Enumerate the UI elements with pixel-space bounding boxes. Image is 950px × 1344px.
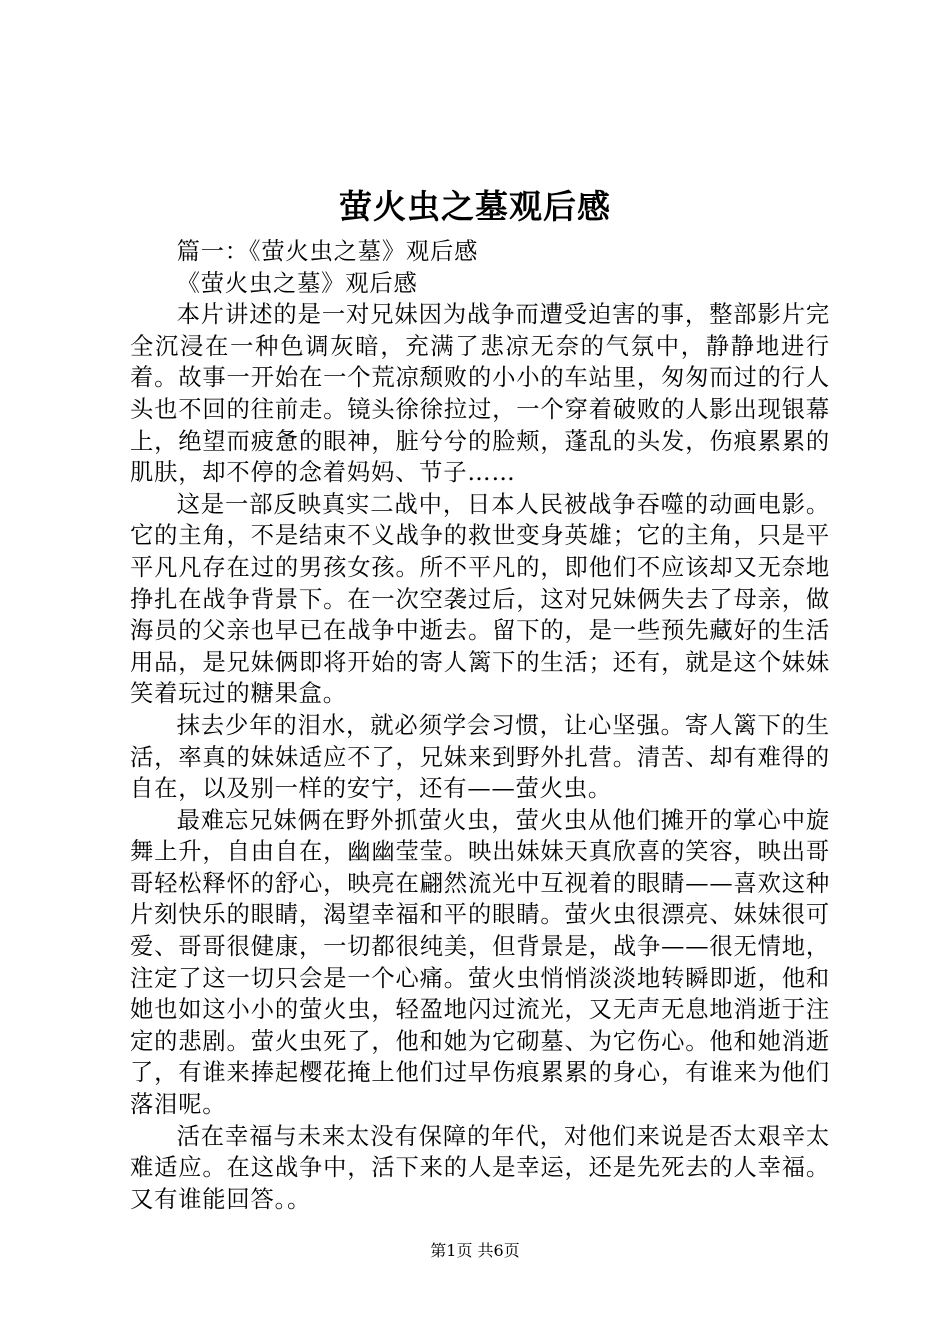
subtitle-line: 《萤火虫之墓》观后感 — [176, 269, 418, 297]
body-paragraph: 抹去少年的泪水，就必须学会习惯，让心坚强。寄人篱下的生活，率真的妹妹适应不了，兄妹来到野外扎营。清苦、却有难得的自在，以及别一样的安宁，还有——萤火虫。 — [130, 711, 830, 803]
body-paragraph: 活在幸福与未来太没有保障的年代，对他们来说是否太艰辛太难适应。在这战争中，活下来的人是幸运，还是先死去的人幸福。又有谁能回答。。 — [130, 1122, 830, 1213]
body-paragraph: 本片讲述的是一对兄妹因为战争而遭受迫害的事，整部影片完全沉浸在一种色调灰暗，充满了悲凉无奈的气氛中，静静地进行着。故事一开始在一个荒凉颓败的小小的车站里，匆匆而过的行人头也不回的往前走。镜头徐徐拉过，一个穿着破败的人影出现银幕上，绝望而疲惫的眼神，脏兮兮的脸颊，蓬乱的头发，伤痕累累的肌肤，却不停的念着妈妈、节子…… — [130, 301, 830, 487]
section-heading: 篇一：《萤火虫之墓》观后感 — [176, 238, 479, 265]
body-paragraph: 最难忘兄妹俩在野外抓萤火虫，萤火虫从他们摊开的掌心中旋舞上升，自由自在，幽幽莹莹。映出妹妹天真欣喜的笑容，映出哥哥轻松释怀的舒心，映亮在翩然流光中互视着的眼睛——喜欢这种片刻快乐的眼睛，渴望幸福和平的眼睛。萤火虫很漂亮、妹妹很可爱、哥哥很健康，一切都很纯美，但背景是，战争——很无情地，注定了这一切只会是一个心痛。萤火虫悄悄淡淡地转瞬即逝，他和她也如这小小的萤火虫，轻盈地闪过流光，又无声无息地消逝于注定的悲剧。萤火虫死了，他和她为它砌墓、为它伤心。他和她消逝了，有谁来捧起樱花掩上他们过早伤痕累累的身心，有谁来为他们落泪呢。 — [130, 806, 830, 1119]
body-paragraph: 这是一部反映真实二战中，日本人民被战争吞噬的动画电影。它的主角，不是结束不义战争的救世变身英雄；它的主角，只是平平凡凡存在过的男孩女孩。所不平凡的，即他们不应该却又无奈地挣扎在战争背景下。在一次空袭过后，这对兄妹俩失去了母亲，做海员的父亲也早已在战争中逝去。留下的，是一些预先藏好的生活用品，是兄妹俩即将开始的寄人篱下的生活；还有，就是这个妹妹笑着玩过的糖果盒。 — [130, 490, 830, 708]
page-footer: 第1页 共6页 — [430, 1241, 520, 1260]
document-body — [130, 236, 830, 1215]
document-title: 萤火虫之墓观后感 — [339, 187, 611, 226]
